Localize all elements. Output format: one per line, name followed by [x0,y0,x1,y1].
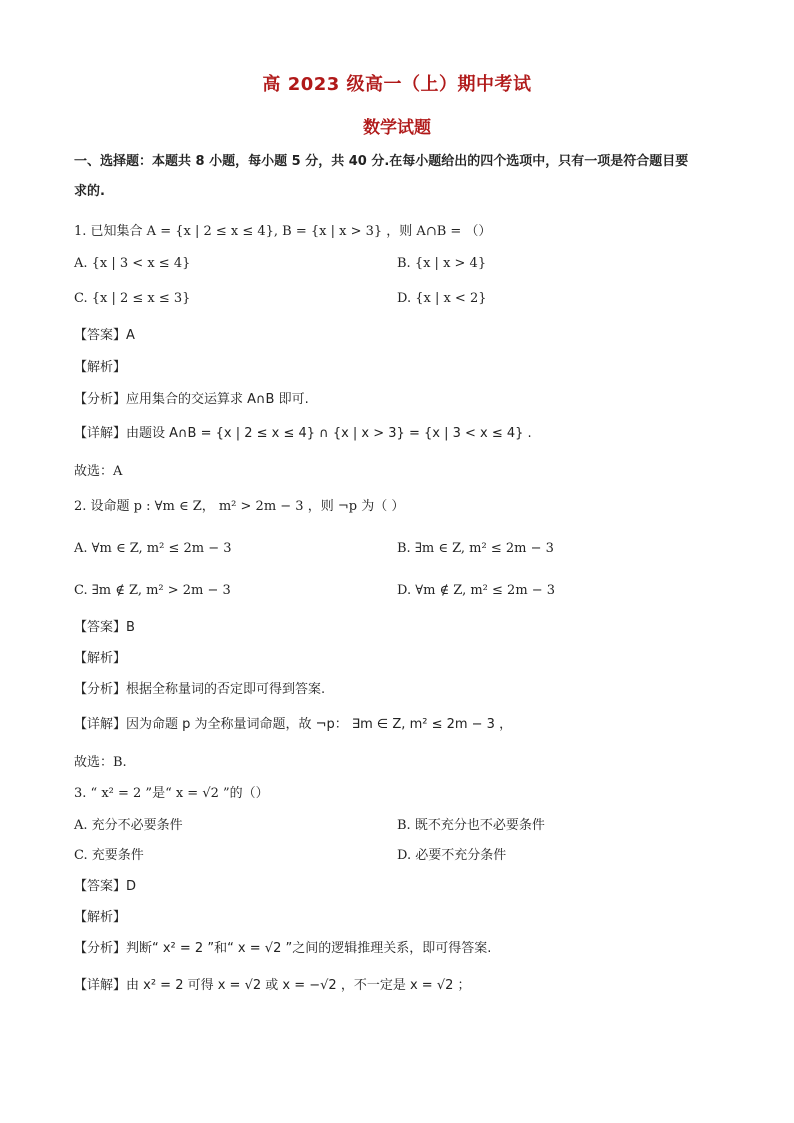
exam-title: 高 2023 级高一（上）期中考试 [262,74,532,95]
section-instructions-line1: 一、选择题：本题共 8 小题，每小题 5 分，共 40 分.在每小题给出的四个选项中，只有一项是符合题目要 [74,154,689,169]
q3-option-a: A. 充分不必要条件 [74,818,183,833]
q3-stem: 3. “ x² = 2 ”是“ x = √2 ”的（） [74,786,269,801]
q3-detail: 【详解】由 x² = 2 可得 x = √2 或 x = −√2 ，不一定是 x = √2 ； [74,978,471,993]
q1-answer: 【答案】A [74,328,135,343]
q3-option-b: B. 既不充分也不必要条件 [397,818,545,833]
q1-option-a: A. {x | 3 < x ≤ 4} [74,256,191,271]
q1-analysis-label: 【解析】 [74,360,127,375]
q3-option-c: C. 充要条件 [74,848,144,863]
q1-detail: 【详解】由题设 A∩B = {x | 2 ≤ x ≤ 4} ∩ {x | x > 3} = {x | 3 < x ≤ 4} . [74,426,532,441]
q2-option-a: A. ∀m ∈ Z, m² ≤ 2m − 3 [74,541,232,556]
q2-analysis: 【分析】根据全称量词的否定即可得到答案. [74,682,326,697]
q1-analysis: 【分析】应用集合的交运算求 A∩B 即可. [74,392,309,407]
q2-detail: 【详解】因为命题 p 为全称量词命题，故 ¬p： ∃m ∈ Z, m² ≤ 2m − 3 ， [74,717,513,732]
q2-choice: 故选：B. [74,755,127,770]
q2-answer: 【答案】B [74,620,135,635]
q1-option-d: D. {x | x < 2} [397,291,487,306]
exam-subtitle: 数学试题 [363,118,431,138]
section-instructions-line2: 求的. [74,184,105,199]
q2-option-b: B. ∃m ∈ Z, m² ≤ 2m − 3 [397,541,554,556]
q1-option-b: B. {x | x > 4} [397,256,487,271]
q3-analysis-label: 【解析】 [74,910,127,925]
q2-option-c: C. ∃m ∉ Z, m² > 2m − 3 [74,583,231,598]
q1-choice: 故选：A [74,464,123,479]
q3-analysis: 【分析】判断“ x² = 2 ”和“ x = √2 ”之间的逻辑推理关系，即可得答案. [74,941,492,956]
q3-option-d: D. 必要不充分条件 [397,848,507,863]
q2-option-d: D. ∀m ∉ Z, m² ≤ 2m − 3 [397,583,556,598]
q2-stem: 2. 设命题 p : ∀m ∈ Z， m² > 2m − 3 ，则 ¬p 为（ ） [74,499,405,514]
q1-stem: 1. 已知集合 A = {x | 2 ≤ x ≤ 4}, B = {x | x > 3} ，则 A∩B = （） [74,224,492,239]
q1-option-c: C. {x | 2 ≤ x ≤ 3} [74,291,191,306]
q3-answer: 【答案】D [74,879,137,894]
q2-analysis-label: 【解析】 [74,651,127,666]
